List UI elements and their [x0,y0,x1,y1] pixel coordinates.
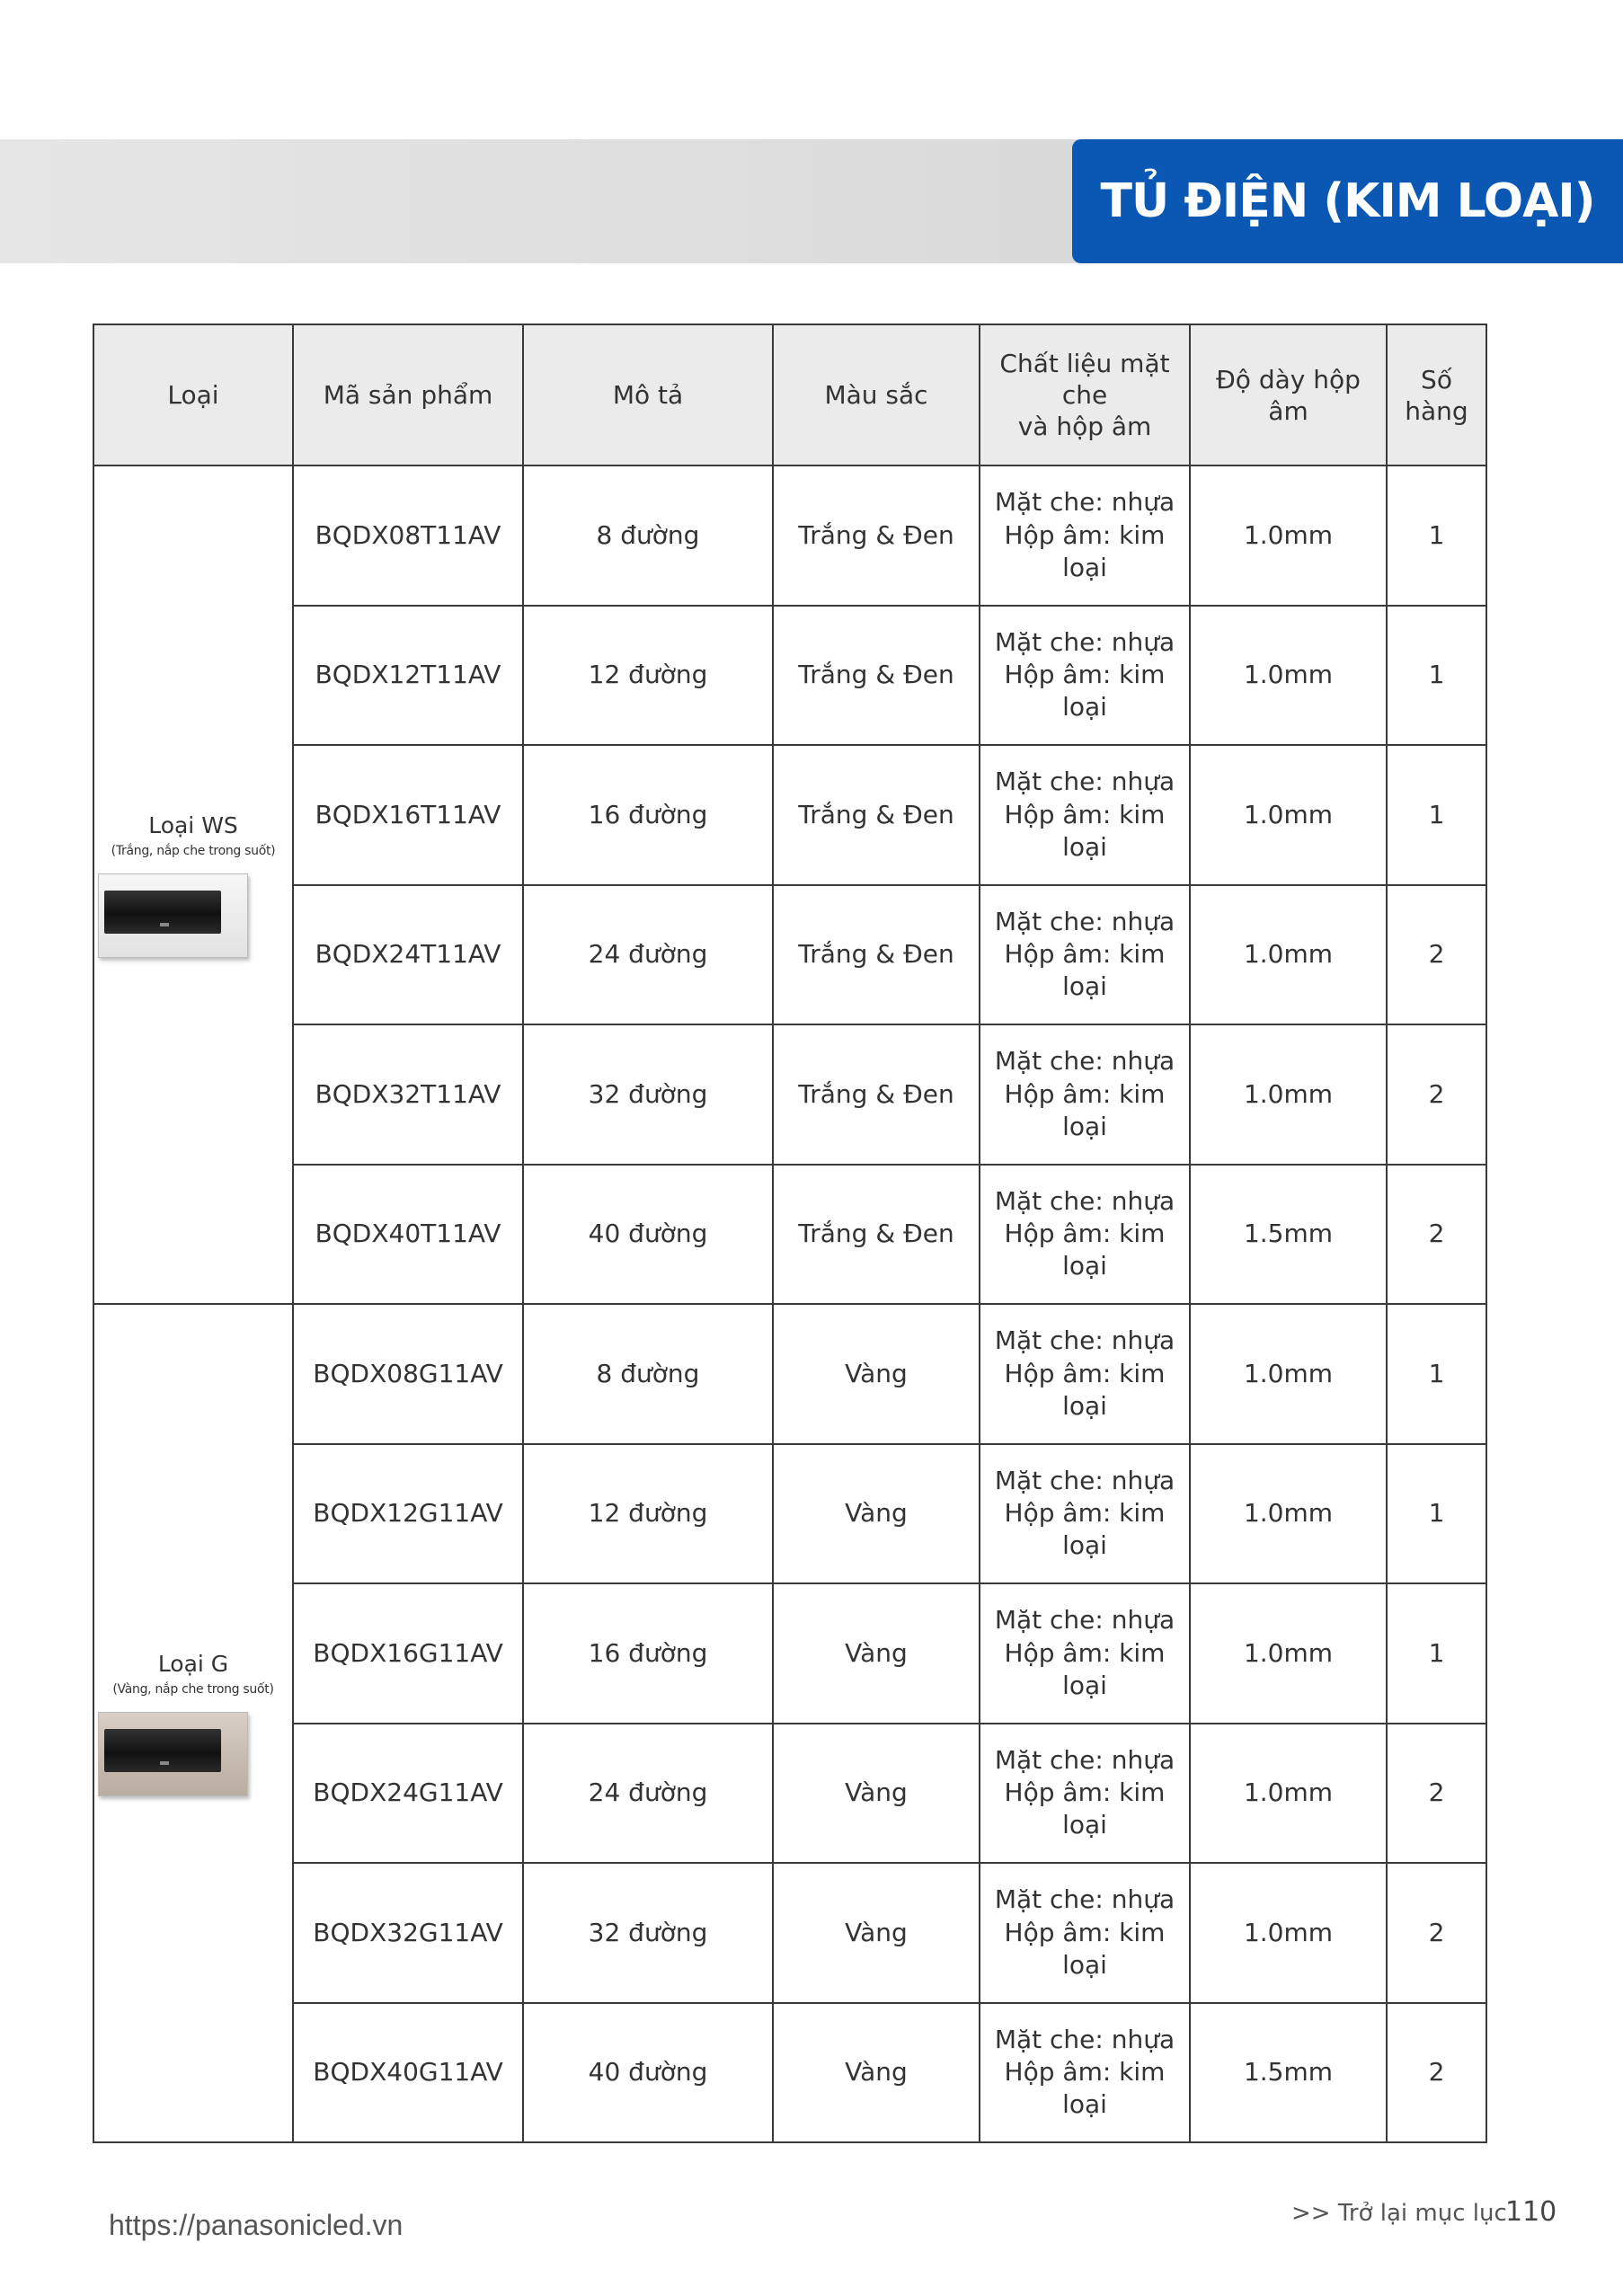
cell-material: Mặt che: nhựa Hộp âm: kim loại [980,465,1190,606]
type-cell [93,465,293,1304]
table-row [93,1165,1486,1305]
product-spec-table [93,324,1487,2143]
table-body [93,465,1486,2142]
cell-code: BQDX40T11AV [293,1165,523,1305]
table-row [93,1724,1486,1864]
cell-rows: 2 [1387,885,1486,1025]
table-row [93,1583,1486,1724]
type-name: Loại G [157,1651,229,1678]
table-row [93,1444,1486,1584]
cell-color: Trắng & Đen [773,465,980,606]
cell-rows: 2 [1387,1165,1486,1305]
cell-desc: 16 đường [523,745,773,885]
cell-material: Mặt che: nhựa Hộp âm: kim loại [980,1024,1190,1165]
cell-color: Vàng [773,1444,980,1584]
cell-rows: 2 [1387,1863,1486,2003]
cell-material: Mặt che: nhựa Hộp âm: kim loại [980,885,1190,1025]
cell-color: Vàng [773,2003,980,2143]
cell-code: BQDX12G11AV [293,1444,523,1584]
cell-thickness: 1.0mm [1190,1444,1387,1584]
panel-cover-shape [104,891,221,934]
table-row [93,606,1486,746]
table-row [93,1863,1486,2003]
panel-latch-shape [160,1761,169,1765]
cell-color: Trắng & Đen [773,885,980,1025]
cell-material: Mặt che: nhựa Hộp âm: kim loại [980,2003,1190,2143]
cell-rows: 2 [1387,1024,1486,1165]
cell-code: BQDX32T11AV [293,1024,523,1165]
cell-desc: 40 đường [523,1165,773,1305]
header-row [93,324,1486,465]
cell-color: Vàng [773,1583,980,1724]
type-note: (Vàng, nắp che trong suốt) [112,1681,274,1697]
cell-desc: 8 đường [523,465,773,606]
cell-color: Trắng & Đen [773,1165,980,1305]
cell-desc: 12 đường [523,1444,773,1584]
table-row [93,465,1486,606]
column-header-code: Mã sản phẩm [293,324,523,465]
cell-rows: 2 [1387,1724,1486,1864]
cell-thickness: 1.0mm [1190,1304,1387,1444]
cell-rows: 1 [1387,745,1486,885]
cell-thickness: 1.0mm [1190,745,1387,885]
cell-code: BQDX16T11AV [293,745,523,885]
cell-thickness: 1.0mm [1190,465,1387,606]
cell-thickness: 1.0mm [1190,1024,1387,1165]
product-image [98,873,248,958]
cell-rows: 1 [1387,1304,1486,1444]
cell-material: Mặt che: nhựa Hộp âm: kim loại [980,1304,1190,1444]
cell-desc: 16 đường [523,1583,773,1724]
column-header-rows: Số hàng [1387,324,1486,465]
cell-desc: 32 đường [523,1024,773,1165]
panel-cover-shape [104,1729,221,1772]
cell-material: Mặt che: nhựa Hộp âm: kim loại [980,1444,1190,1584]
cell-thickness: 1.5mm [1190,2003,1387,2143]
cell-color: Vàng [773,1304,980,1444]
cell-thickness: 1.0mm [1190,1583,1387,1724]
cell-material: Mặt che: nhựa Hộp âm: kim loại [980,1863,1190,2003]
type-cell [93,1304,293,2142]
page-title: TỦ ĐIỆN (KIM LOẠI) [1072,139,1623,263]
cell-rows: 1 [1387,465,1486,606]
cell-code: BQDX40G11AV [293,2003,523,2143]
type-note: (Trắng, nắp che trong suốt) [111,843,276,858]
table-header [93,324,1486,465]
cell-desc: 24 đường [523,885,773,1025]
cell-code: BQDX08T11AV [293,465,523,606]
column-header-color: Màu sắc [773,324,980,465]
page-number: 110 [1505,2196,1557,2228]
cell-thickness: 1.0mm [1190,1863,1387,2003]
cell-material: Mặt che: nhựa Hộp âm: kim loại [980,1583,1190,1724]
cell-desc: 40 đường [523,2003,773,2143]
cell-material: Mặt che: nhựa Hộp âm: kim loại [980,1724,1190,1864]
back-to-contents-link[interactable]: >> Trở lại mục lục [1291,2200,1507,2227]
cell-code: BQDX32G11AV [293,1863,523,2003]
cell-color: Trắng & Đen [773,606,980,746]
cell-material: Mặt che: nhựa Hộp âm: kim loại [980,1165,1190,1305]
column-header-type: Loại [93,324,293,465]
table-row [93,745,1486,885]
table-row [93,885,1486,1025]
cell-rows: 1 [1387,1444,1486,1584]
cell-desc: 24 đường [523,1724,773,1864]
table-row [93,1304,1486,1444]
column-header-desc: Mô tả [523,324,773,465]
cell-code: BQDX08G11AV [293,1304,523,1444]
cell-material: Mặt che: nhựa Hộp âm: kim loại [980,606,1190,746]
cell-thickness: 1.0mm [1190,606,1387,746]
cell-color: Vàng [773,1724,980,1864]
table-row [93,1024,1486,1165]
type-name: Loại WS [148,812,238,839]
cell-material: Mặt che: nhựa Hộp âm: kim loại [980,745,1190,885]
cell-thickness: 1.0mm [1190,885,1387,1025]
cell-rows: 1 [1387,1583,1486,1724]
cell-color: Vàng [773,1863,980,2003]
cell-thickness: 1.0mm [1190,1724,1387,1864]
website-url[interactable]: https://panasonicled.vn [109,2209,404,2241]
table-row [93,2003,1486,2143]
panel-latch-shape [160,923,169,926]
cell-rows: 2 [1387,2003,1486,2143]
cell-desc: 12 đường [523,606,773,746]
cell-desc: 32 đường [523,1863,773,2003]
cell-thickness: 1.5mm [1190,1165,1387,1305]
cell-rows: 1 [1387,606,1486,746]
product-image [98,1712,248,1796]
cell-color: Trắng & Đen [773,745,980,885]
cell-color: Trắng & Đen [773,1024,980,1165]
cell-code: BQDX12T11AV [293,606,523,746]
cell-code: BQDX24G11AV [293,1724,523,1864]
column-header-material: Chất liệu mặt che và hộp âm [980,324,1190,465]
cell-code: BQDX16G11AV [293,1583,523,1724]
cell-desc: 8 đường [523,1304,773,1444]
cell-code: BQDX24T11AV [293,885,523,1025]
column-header-thickness: Độ dày hộp âm [1190,324,1387,465]
